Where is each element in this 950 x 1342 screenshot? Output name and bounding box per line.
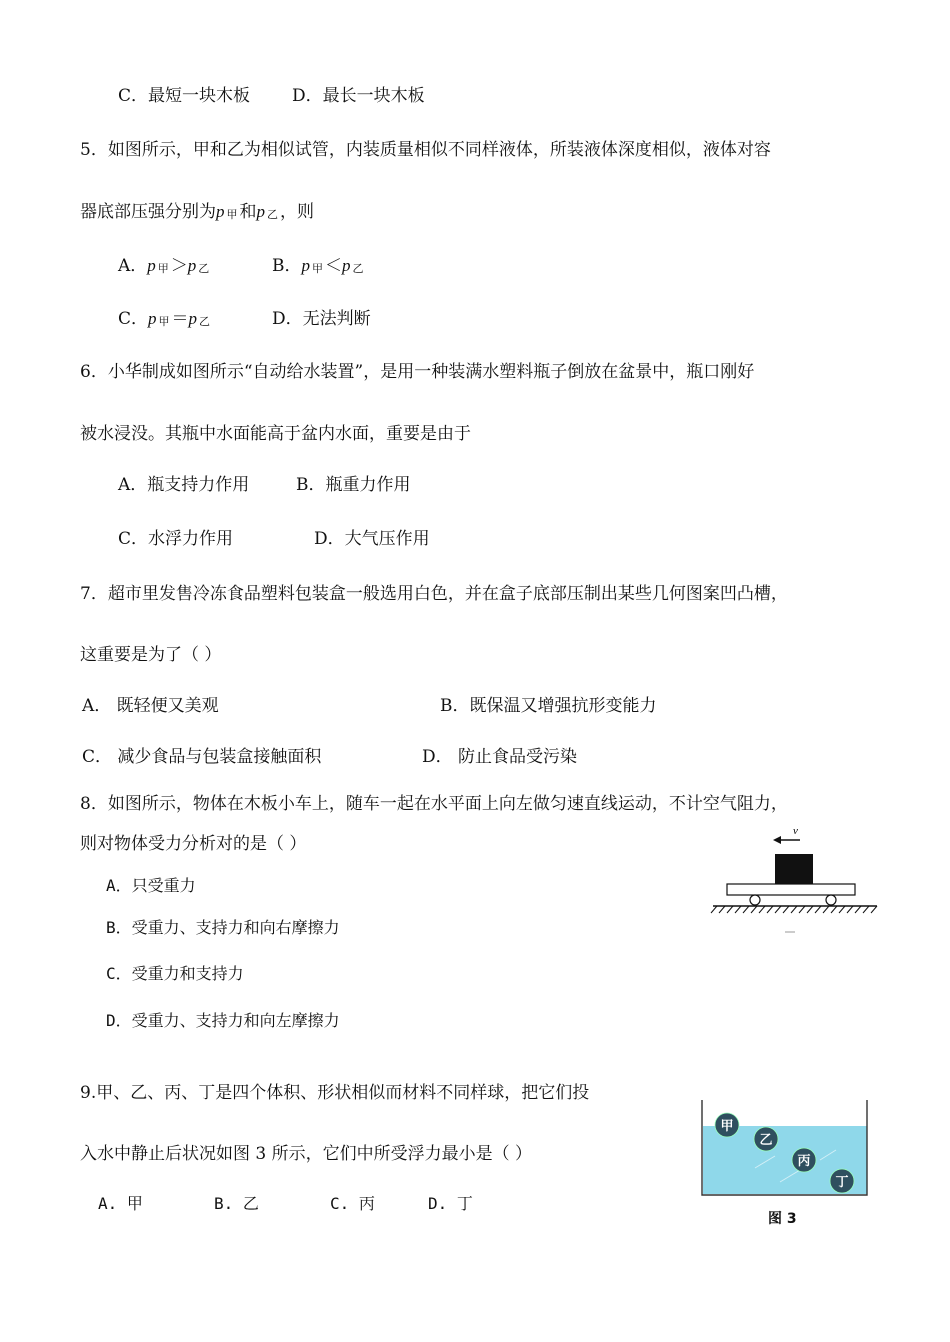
q6-option-a: A．瓶支持力作用 <box>118 475 250 495</box>
cart-board <box>727 884 855 895</box>
svg-text:丁: 丁 <box>835 1175 849 1190</box>
svg-text:乙: 乙 <box>759 1133 773 1148</box>
q7-option-a: A． 既轻便又美观 <box>82 696 219 716</box>
q5-option-a: A．p 甲 ＞p 乙 <box>118 256 210 276</box>
ground-hatch <box>711 906 877 913</box>
svg-text:甲: 甲 <box>720 1119 734 1134</box>
q9-stem-line2: 入水中静止后状况如图 3 所示，它们中所受浮力最小是（ ） <box>80 1144 533 1164</box>
q6-stem-line2: 被水浸没。其瓶中水面能高于盆内水面，重要是由于 <box>80 424 471 444</box>
q5-option-d: D．无法判断 <box>272 309 371 329</box>
q8-option-a: A．只受重力 <box>106 876 196 895</box>
q4-option-d: D．最长一块木板 <box>292 86 425 106</box>
q8-stem-line2: 则对物体受力分析对的是（ ） <box>80 834 307 854</box>
q9-option-d: D. 丁 <box>428 1194 473 1213</box>
q7-stem-line2: 这重要是为了（ ） <box>80 645 222 665</box>
velocity-label: v <box>793 825 798 837</box>
q9-stem-line1: 9.甲、乙、丙、丁是四个体积、形状相似而材料不同样球，把它们投 <box>80 1083 590 1103</box>
q8-option-c: C．受重力和支持力 <box>106 964 244 983</box>
q4-option-c: C．最短一块木板 <box>118 86 251 106</box>
q7-option-b: B．既保温又增强抗形变能力 <box>440 696 657 716</box>
cart-wheel-right <box>826 895 836 905</box>
q8-stem-line1: 8．如图所示，物体在木板小车上，随车一起在水平面上向左做匀速直线运动，不计空气阻力， <box>80 794 788 814</box>
q6-stem-line1: 6．小华制成如图所示“自动给水装置”，是用一种装满水塑料瓶子倒放在盆景中，瓶口刚好 <box>80 362 755 382</box>
q9-option-c: C. 丙 <box>330 1194 375 1213</box>
q7-option-c: C． 减少食品与包装盒接触面积 <box>82 747 322 767</box>
q5-stem-line2: 器底部压强分别为p 甲 和p 乙 ，则 <box>80 202 314 222</box>
block-object <box>775 854 813 884</box>
ball-jia <box>715 1113 739 1137</box>
velocity-arrow <box>773 836 800 844</box>
cart-figure <box>705 818 885 938</box>
ball-bing <box>792 1148 816 1172</box>
q9-option-b: B. 乙 <box>214 1194 259 1213</box>
q8-option-d: D．受重力、支持力和向左摩擦力 <box>106 1011 340 1030</box>
q8-option-b: B．受重力、支持力和向右摩擦力 <box>106 918 340 937</box>
q5-stem-line1: 5．如图所示，甲和乙为相似试管，内装质量相似不同样液体，所装液体深度相似，液体对容 <box>80 140 771 160</box>
ball-ding <box>830 1169 854 1193</box>
balls-in-water-figure <box>700 1098 870 1198</box>
q6-option-d: D．大气压作用 <box>314 529 430 549</box>
figure-3-caption: 图 3 <box>768 1211 797 1227</box>
svg-text:丙: 丙 <box>797 1154 811 1169</box>
q5-option-b: B．p 甲 ＜p 乙 <box>272 256 364 276</box>
q7-option-d: D． 防止食品受污染 <box>422 747 578 767</box>
ball-yi <box>754 1127 778 1151</box>
q9-option-a: A. 甲 <box>98 1194 143 1213</box>
q6-option-c: C．水浮力作用 <box>118 529 234 549</box>
q7-stem-line1: 7．超市里发售冷冻食品塑料包装盒一般选用白色，并在盒子底部压制出某些几何图案凹凸槽， <box>80 584 788 604</box>
q6-option-b: B．瓶重力作用 <box>296 475 411 495</box>
cart-wheel-left <box>750 895 760 905</box>
q5-option-c: C．p 甲 ＝p 乙 <box>118 309 211 329</box>
